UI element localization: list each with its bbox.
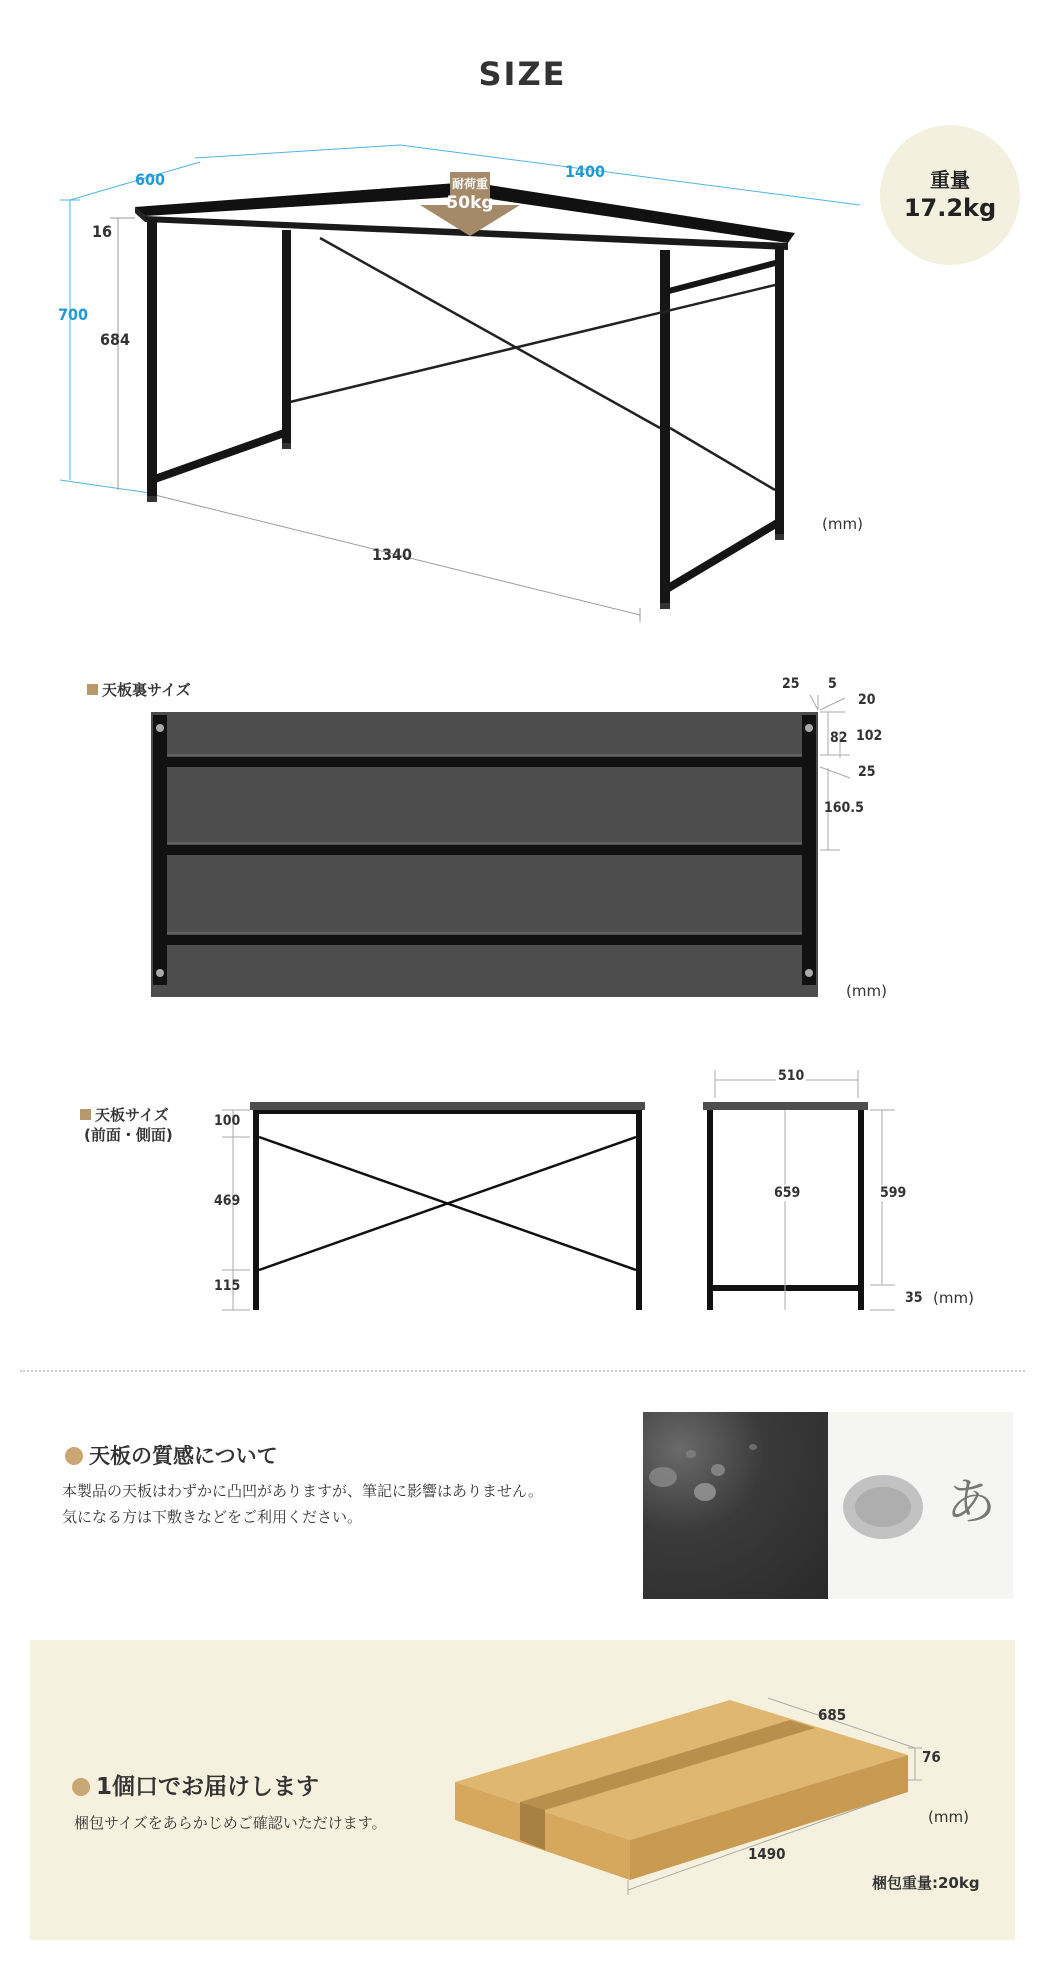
section-divider — [20, 1370, 1025, 1372]
package-weight: 梱包重量:20kg — [872, 1874, 980, 1892]
unit-mm-front: (mm) — [933, 1289, 974, 1307]
dim-top-thickness: 16 — [92, 222, 113, 241]
dim-115: 115 — [214, 1278, 241, 1294]
load-capacity-value: 50kg — [446, 193, 494, 213]
weight-badge — [880, 125, 1020, 265]
package-box — [0, 1680, 1045, 1980]
dim-160: 160.5 — [824, 800, 864, 816]
page-title: SIZE — [478, 55, 567, 93]
dim-76: 76 — [922, 1748, 941, 1766]
weight-label: 重量 — [930, 168, 970, 192]
dim-510: 510 — [778, 1068, 805, 1084]
dim-bottom-width: 1340 — [372, 545, 413, 564]
tabletop-water-photo — [643, 1412, 828, 1599]
writing-sample-photo — [828, 1412, 1013, 1599]
underside-diagram — [0, 690, 1045, 990]
dim-25a: 25 — [782, 676, 800, 692]
package-heading: 1個口でお届けします — [72, 1768, 319, 1801]
dim-25b: 25 — [858, 764, 876, 780]
weight-value: 17.2kg — [903, 194, 997, 222]
dim-685: 685 — [818, 1706, 847, 1724]
dim-82: 82 — [830, 730, 848, 746]
dim-height: 700 — [58, 305, 89, 324]
dim-599: 599 — [880, 1185, 907, 1201]
desk-illustration — [0, 0, 1045, 640]
dim-width: 1400 — [565, 162, 606, 181]
underside-label: 天板裏サイズ — [87, 680, 191, 700]
dim-659: 659 — [774, 1185, 801, 1201]
unit-mm-package: (mm) — [928, 1808, 969, 1826]
dim-20: 20 — [858, 692, 876, 708]
circle-bullet-icon — [65, 1447, 83, 1465]
texture-heading: 天板の質感について — [65, 1440, 278, 1470]
unit-mm-underside: (mm) — [846, 982, 887, 1000]
load-capacity-label: 耐荷重 — [451, 177, 488, 191]
dim-5: 5 — [828, 676, 837, 692]
dim-35: 35 — [905, 1290, 923, 1306]
dim-depth: 600 — [135, 170, 166, 189]
package-description: 梱包サイズをあらかじめご確認いただけます。 — [74, 1814, 387, 1832]
dim-leg-height: 684 — [100, 330, 131, 349]
unit-mm-desk: (mm) — [822, 515, 863, 533]
dim-1490: 1490 — [748, 1845, 786, 1863]
dim-102: 102 — [856, 728, 883, 744]
texture-description: 本製品の天板はわずかに凸凹がありますが、筆記に影響はありません。 気になる方は下敷きなどをご利用ください。 — [62, 1482, 543, 1526]
front-side-label: 天板サイズ (前面・側面) — [80, 1105, 173, 1145]
dim-469: 469 — [214, 1193, 241, 1209]
writing-sample-char: あ — [946, 1473, 996, 1531]
dim-100: 100 — [214, 1113, 241, 1129]
